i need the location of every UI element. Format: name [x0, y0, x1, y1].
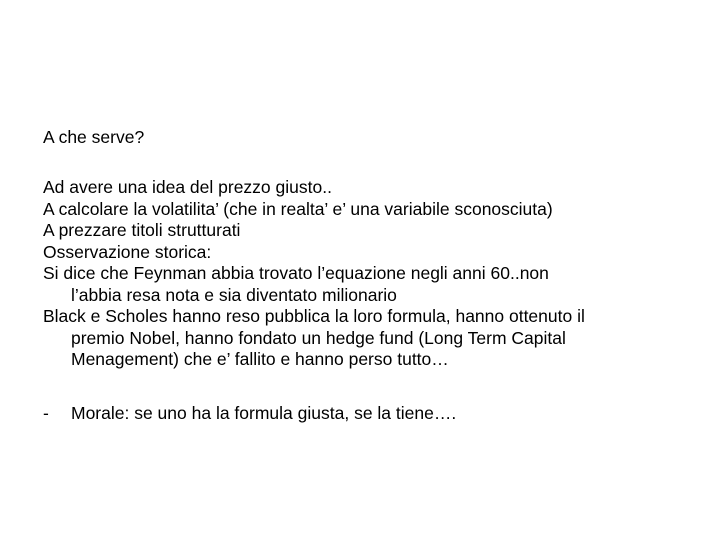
body-line-1: Ad avere una idea del prezzo giusto.. [43, 177, 332, 197]
moral-text: Morale: se uno ha la formula giusta, se la tiene…. [71, 403, 457, 423]
feynman-line-1: Si dice che Feynman abbia trovato l’equazione negli anni 60..non [43, 263, 549, 283]
body-line-3: A prezzare titoli strutturati [43, 220, 241, 240]
black-scholes-line-3: Menagement) che e’ fallito e hanno perso tutto… [71, 349, 449, 369]
slide-body [43, 177, 693, 371]
feynman-paragraph [43, 263, 693, 306]
moral-bullet: - [43, 403, 49, 423]
moral-line [43, 402, 456, 424]
slide-heading: A che serve? [43, 127, 145, 147]
black-scholes-line-2: premio Nobel, hanno fondato un hedge fund (Long Term Capital [71, 327, 566, 348]
body-line-2: A calcolare la volatilita’ (che in realta’ e’ una variabile sconosciuta) [43, 198, 553, 219]
body-line-4: Osservazione storica: [43, 241, 212, 262]
black-scholes-paragraph [43, 306, 693, 371]
black-scholes-line-1: Black e Scholes hanno reso pubblica la loro formula, hanno ottenuto il [43, 306, 585, 326]
feynman-line-2: l’abbia resa nota e sia diventato milionario [71, 284, 397, 305]
